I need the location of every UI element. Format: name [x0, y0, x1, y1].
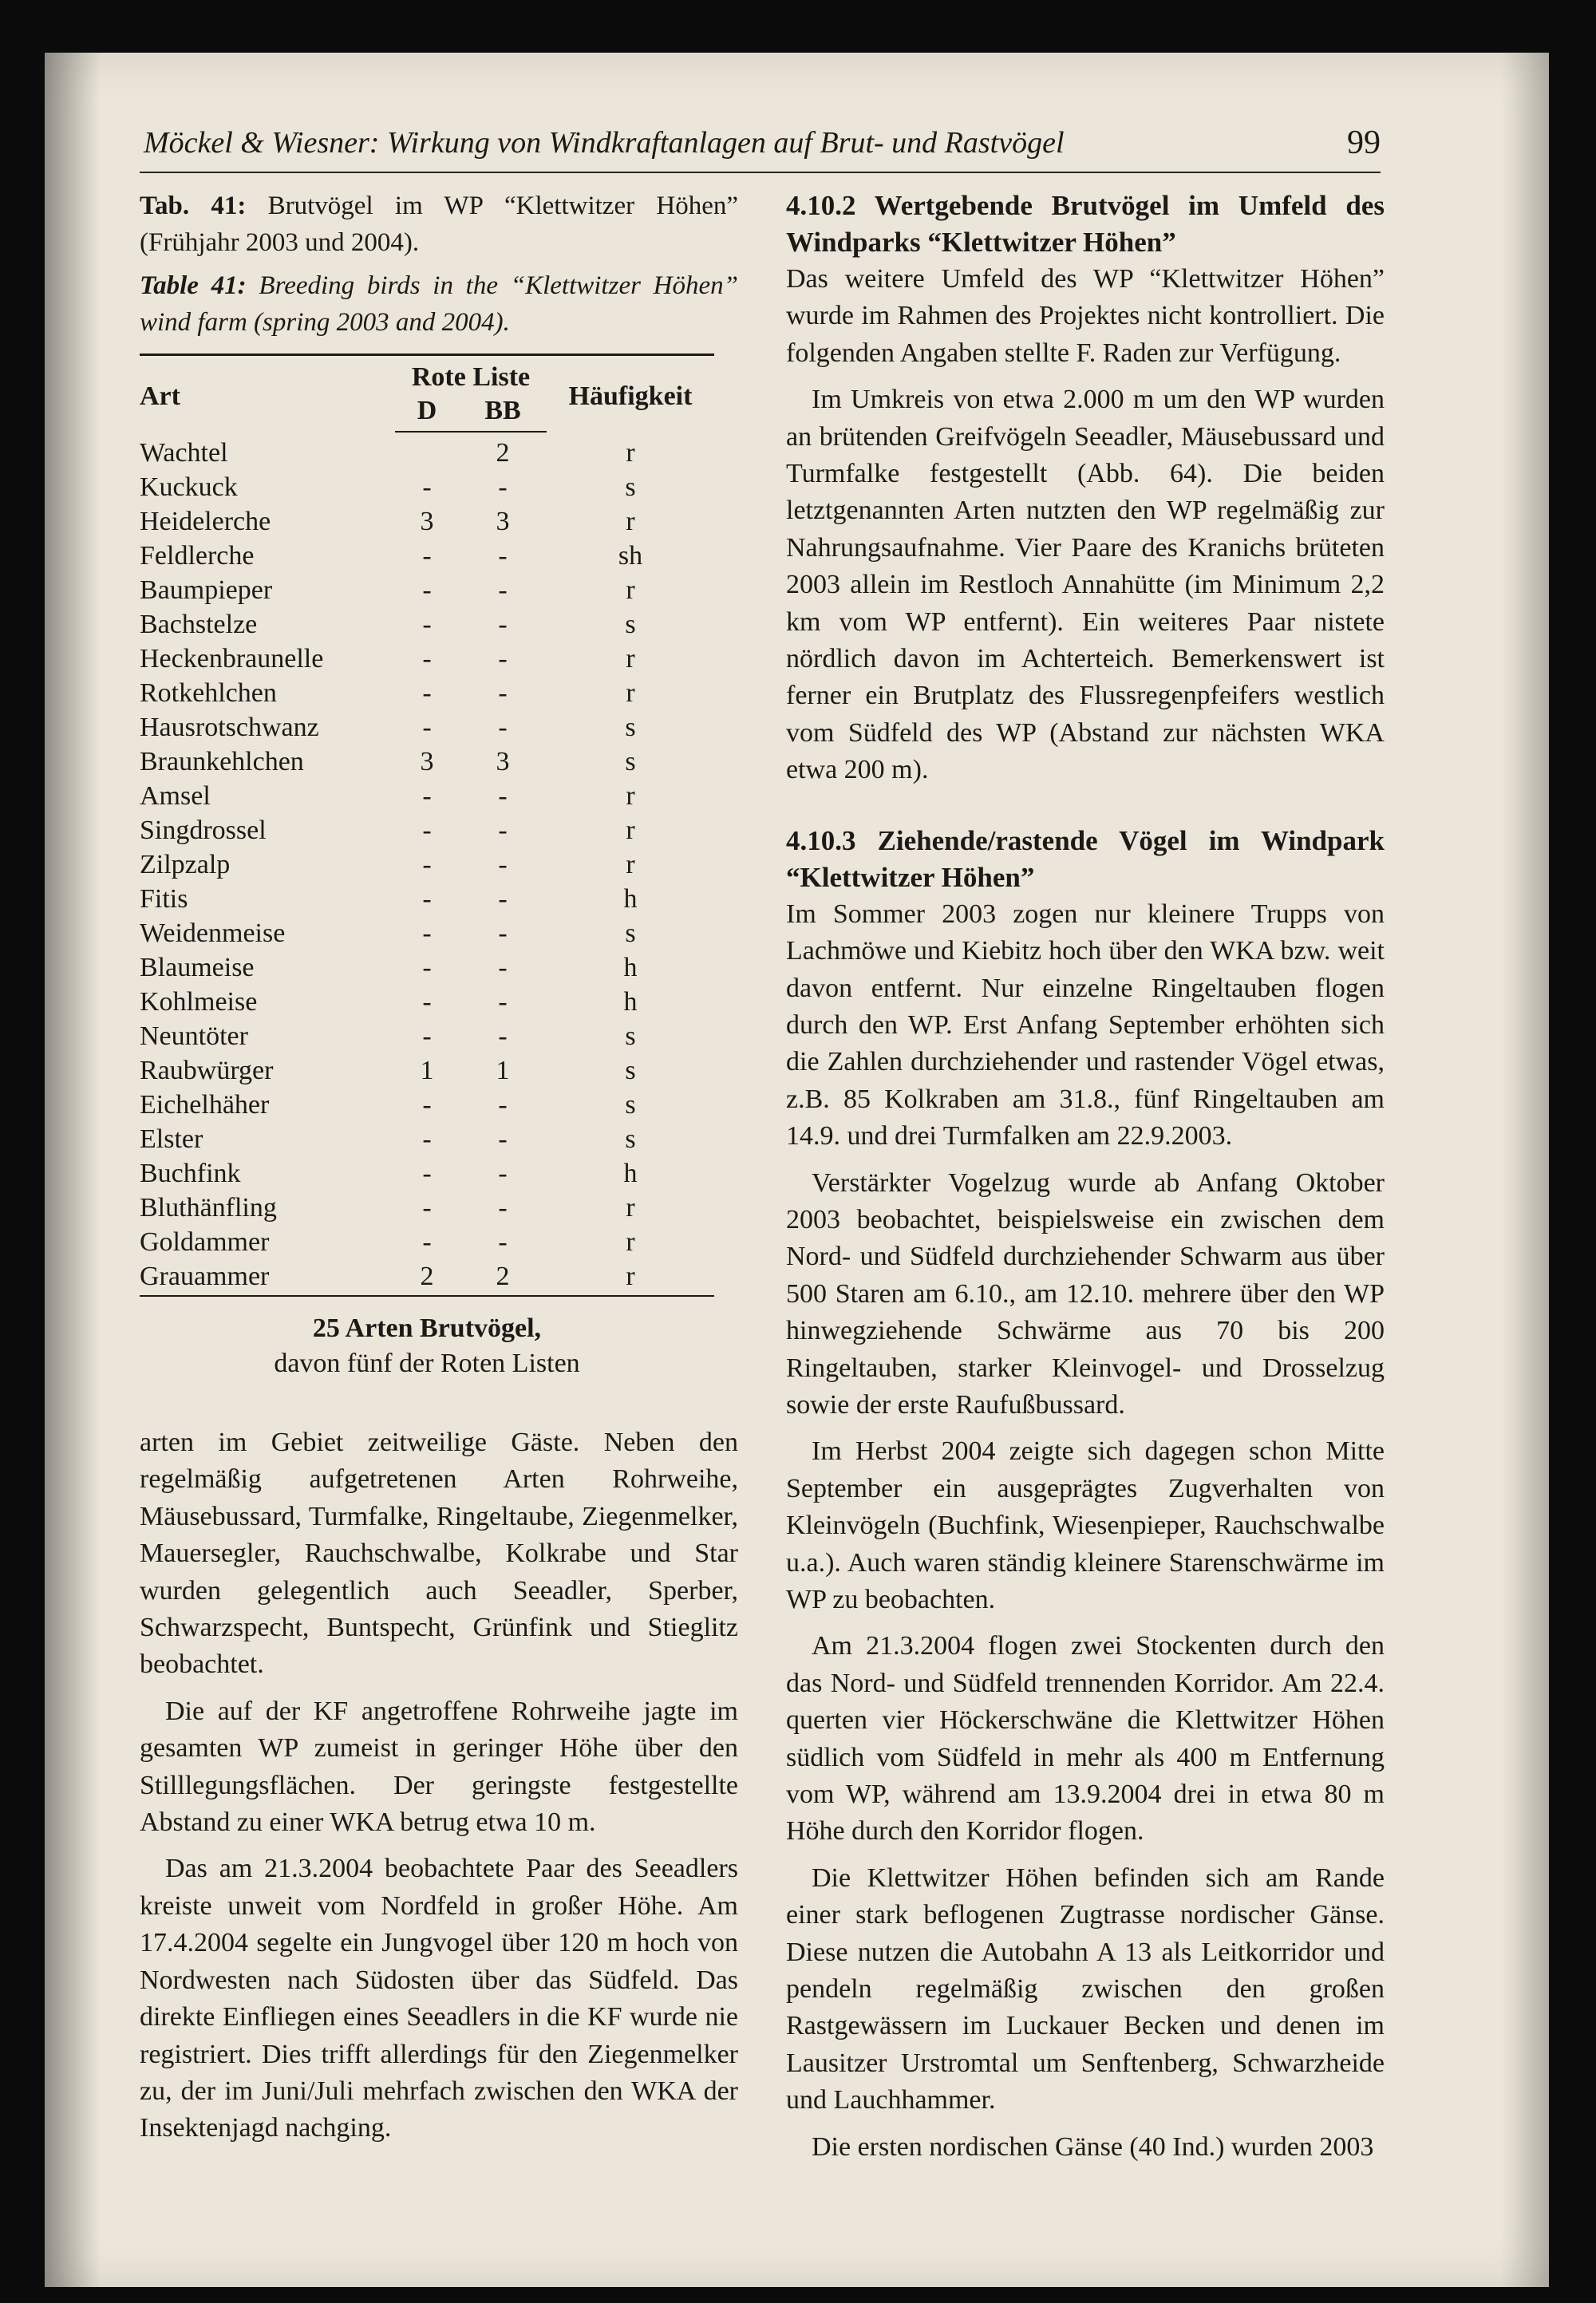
table-row	[140, 813, 714, 847]
cell-haeufigkeit: s	[625, 713, 636, 742]
section-4-10-3	[786, 823, 1385, 2166]
cell-d: -	[422, 541, 432, 571]
cell-bb: -	[498, 610, 508, 639]
col-header-art: Art	[140, 355, 395, 433]
cell-d: -	[422, 850, 432, 879]
section-4-10-3-paragraph-4: Am 21.3.2004 flogen zwei Stockenten durch den das Nord- und Südfeld trennenden Korridor. Am 22.4. querten vier Höckerschwäne die Klettwitzer Höhen südlich vom Südfeld in mehr als 400 m Entfernung vom WP, während am 13.9.2004 drei in etwa 80 m Höhe durch den Korridor flogen.	[786, 1631, 1385, 1847]
cell-haeufigkeit: h	[623, 884, 638, 914]
cell-art: Feldlerche	[140, 541, 255, 571]
col-header-bb: BB	[459, 394, 547, 432]
left-column-table-area	[140, 188, 738, 1381]
cell-haeufigkeit: s	[625, 918, 636, 948]
cell-art: Raubwürger	[140, 1056, 274, 1085]
cell-d: -	[422, 884, 432, 914]
cell-d: -	[422, 713, 432, 742]
left-paragraph-2: Die auf der KF angetroffene Rohrweihe jagte im gesamten WP zumeist in geringer Höhe über den Stilllegungsflächen. Der geringste festgestellte Abstand zu einer WKA betrug etwa 10 m.	[140, 1696, 738, 1838]
left-column-body	[140, 1424, 738, 2147]
cell-art: Baumpieper	[140, 575, 273, 605]
table-row	[140, 676, 714, 710]
table-row	[140, 1088, 714, 1122]
cell-haeufigkeit: r	[626, 1227, 635, 1257]
cell-haeufigkeit: r	[626, 850, 635, 879]
section-4-10-3-paragraph-2: Verstärkter Vogelzug wurde ab Anfang Oktober 2003 beobachtet, beispielsweise ein zwischen dem Nord- und Südfeld durchziehender Schwarm aus über 500 Staren am 6.10., am 12.10. mehrere über den WP hinwegziehende Schwärme aus 70 bis 200 Ringeltauben, starker Kleinvogel- und Drosselzug sowie der erste Raufußbussard.	[786, 1167, 1385, 1420]
cell-d: -	[422, 1090, 432, 1120]
section-4-10-3-paragraph-5: Die Klettwitzer Höhen befinden sich am Rande einer stark beflogenen Zugtrasse nordischer Gänse. Diese nutzen die Autobahn A 13 als Leitkorridor und pendeln regelmäßig zwischen den großen Rastgewässern im Luckauer Becken und denen im Lausitzer Urstromtal um Senftenberg, Schwarzheide und Lauchhammer.	[786, 1863, 1385, 2115]
cell-d: -	[422, 816, 432, 845]
cell-art: Rotkehlchen	[140, 678, 277, 708]
cell-bb: -	[498, 781, 508, 811]
table-row	[140, 779, 714, 813]
cell-art: Buchfink	[140, 1159, 241, 1188]
col-header-d: D	[395, 394, 459, 432]
cell-d: -	[422, 1124, 432, 1154]
cell-d: -	[422, 987, 432, 1017]
cell-d: -	[422, 918, 432, 948]
table-row	[140, 1191, 714, 1225]
cell-d: -	[422, 644, 432, 674]
cell-haeufigkeit: s	[625, 1021, 636, 1051]
table-row	[140, 432, 714, 470]
table-row	[140, 882, 714, 916]
cell-bb: -	[498, 1159, 508, 1188]
table-row	[140, 1225, 714, 1259]
cell-d	[395, 432, 459, 470]
cell-bb: -	[498, 541, 508, 571]
cell-bb: 3	[496, 507, 510, 536]
cell-art: Zilpzalp	[140, 850, 231, 879]
page-edge-shade	[1501, 53, 1549, 2287]
cell-bb: -	[498, 987, 508, 1017]
cell-haeufigkeit: s	[625, 747, 636, 776]
cell-bb: -	[498, 1124, 508, 1154]
cell-bb: -	[498, 1090, 508, 1120]
table-row	[140, 504, 714, 539]
table-caption-de	[140, 188, 738, 261]
cell-haeufigkeit: r	[626, 437, 635, 468]
cell-art: Wachtel	[140, 437, 228, 468]
cell-d: -	[422, 781, 432, 811]
cell-bb: -	[498, 953, 508, 982]
cell-bb: 1	[496, 1056, 510, 1085]
cell-art: Blaumeise	[140, 953, 255, 982]
cell-d: -	[422, 1021, 432, 1051]
cell-art: Weidenmeise	[140, 918, 286, 948]
cell-haeufigkeit: r	[626, 575, 635, 605]
cell-bb: -	[498, 678, 508, 708]
cell-art: Goldammer	[140, 1227, 270, 1257]
cell-haeufigkeit: r	[626, 781, 635, 811]
table-row	[140, 539, 714, 573]
left-paragraph-1: arten im Gebiet zeitweilige Gäste. Neben den regelmäßig aufgetretenen Arten Rohrweihe, Mäusebussard, Turmfalke, Ringeltaube, Ziegenmelker, Mauersegler, Rauchschwalbe, Kolkrabe und Star wurden gelegentlich auch Seeadler, Sperber, Schwarzspecht, Buntspecht, Grünfink und Stieglitz beobachtet.	[140, 1428, 738, 1680]
table-summary	[140, 1311, 714, 1381]
col-header-haeufigkeit: Häufigkeit	[547, 355, 714, 433]
table-row	[140, 745, 714, 779]
table-row	[140, 1156, 714, 1191]
cell-haeufigkeit: s	[625, 610, 636, 639]
cell-haeufigkeit: h	[623, 987, 638, 1017]
summary-line-1: 25 Arten Brutvögel,	[312, 1313, 542, 1343]
cell-haeufigkeit: r	[547, 1259, 714, 1296]
caption-de-text: Brutvögel im WP “Klettwitzer Höhen” (Frühjahr 2003 und 2004).	[140, 192, 738, 257]
table-row	[140, 1053, 714, 1088]
cell-haeufigkeit: r	[626, 644, 635, 674]
cell-d: -	[422, 1193, 432, 1223]
cell-bb: -	[498, 816, 508, 845]
table-row	[140, 1259, 714, 1296]
cell-bb: 2	[496, 438, 510, 468]
cell-haeufigkeit: r	[626, 1193, 635, 1223]
cell-art: Singdrossel	[140, 816, 267, 845]
table-row	[140, 470, 714, 504]
table-row	[140, 573, 714, 607]
cell-haeufigkeit: r	[626, 816, 635, 845]
table-caption-en	[140, 267, 738, 341]
cell-d: -	[422, 472, 432, 502]
cell-haeufigkeit: sh	[618, 541, 643, 571]
page-number: 99	[1347, 124, 1381, 161]
caption-en-label: Table 41:	[140, 271, 247, 300]
table-row	[140, 607, 714, 642]
table-body	[140, 432, 714, 1296]
cell-haeufigkeit: s	[625, 1090, 636, 1120]
cell-haeufigkeit: h	[623, 953, 638, 982]
cell-bb: -	[498, 1227, 508, 1257]
cell-d: -	[422, 575, 432, 605]
table-row	[140, 950, 714, 985]
running-head: Möckel & Wiesner: Wirkung von Windkraftanlagen auf Brut- und Rastvögel	[144, 126, 1065, 160]
cell-haeufigkeit: s	[625, 472, 636, 502]
cell-haeufigkeit: r	[626, 678, 635, 708]
section-4-10-3-paragraph-3: Im Herbst 2004 zeigte sich dagegen schon Mitte September ein ausgeprägtes Zugverhalten von Kleinvögeln (Buchfink, Wiesenpieper, Rauchschwalbe u.a.). Auch waren ständig kleinere Starenschwärme im WP zu beobachten.	[786, 1436, 1385, 1614]
cell-art: Bluthänfling	[140, 1193, 277, 1223]
cell-d: -	[422, 953, 432, 982]
summary-line-2: davon fünf der Roten Listen	[274, 1349, 580, 1378]
cell-art: Elster	[140, 1124, 203, 1154]
cell-bb: -	[498, 850, 508, 879]
cell-bb: -	[498, 575, 508, 605]
section-4-10-3-heading: 4.10.3 Ziehende/rastende Vögel im Windpark “Klettwitzer Höhen”	[786, 824, 1385, 893]
table-row	[140, 1122, 714, 1156]
section-gap	[786, 789, 1385, 823]
cell-bb: -	[498, 1021, 508, 1051]
cell-art: Amsel	[140, 781, 211, 811]
cell-art: Bachstelze	[140, 610, 258, 639]
cell-bb: -	[498, 472, 508, 502]
cell-art: Eichelhäher	[140, 1090, 270, 1120]
cell-bb: -	[498, 644, 508, 674]
caption-en-text: Breeding birds in the “Klettwitzer Höhen” wind farm (spring 2003 and 2004).	[140, 271, 738, 337]
cell-d: -	[422, 610, 432, 639]
cell-art: Kuckuck	[140, 472, 238, 502]
section-4-10-2	[786, 188, 1385, 789]
cell-d: 3	[420, 747, 434, 776]
table-row	[140, 1019, 714, 1053]
table-wrapper	[140, 354, 738, 1297]
cell-d: -	[422, 1159, 432, 1188]
breeding-birds-table	[140, 354, 714, 1297]
cell-haeufigkeit: s	[625, 1056, 636, 1085]
cell-art: Heckenbraunelle	[140, 644, 324, 674]
section-4-10-3-paragraph-1: Im Sommer 2003 zogen nur kleinere Trupps von Lachmöwe und Kiebitz hoch über den WKA bzw. weit davon entfernt. Nur einzelne Ringeltauben flogen durch den WP. Erst Anfang September erhöhten sich die Zahlen durchziehender und rastender Vögel etwas, z.B. 85 Kolkraben am 31.8., fünf Ringeltauben am 14.9. und drei Turmfalken am 22.9.2003.	[786, 899, 1385, 1152]
cell-d: 1	[420, 1056, 434, 1085]
cell-d: 3	[420, 507, 434, 536]
section-4-10-3-paragraph-6: Die ersten nordischen Gänse (40 Ind.) wurden 2003	[812, 2131, 1374, 2162]
spine-shadow	[45, 53, 101, 2287]
section-4-10-2-paragraph-2: Im Umkreis von etwa 2.000 m um den WP wurden an brütenden Greifvögeln Seeadler, Mäusebussard und Turmfalke festgestellt (Abb. 64). Die beiden letztgenannten Arten nutzten den WP regelmäßig zur Nahrungsaufnahme. Vier Paare des Kranichs brüteten 2003 allein im Restloch Annahütte (im Minimum 2,2 km vom WP entfernt). Ein weiteres Paar nistete nördlich davon im Achterteich. Bemerkenswert ist ferner ein Brutplatz des Flussregenpfeifers westlich vom Südfeld des WP (Abstand zur nächsten WKA etwa 200 m).	[786, 385, 1385, 785]
cell-art: Fitis	[140, 884, 188, 914]
cell-haeufigkeit: s	[625, 1124, 636, 1154]
cell-art: Hausrotschwanz	[140, 713, 319, 742]
cell-bb: -	[498, 884, 508, 914]
cell-art: Kohlmeise	[140, 987, 258, 1017]
cell-d: -	[422, 678, 432, 708]
section-4-10-2-paragraph-1: Das weitere Umfeld des WP “Klettwitzer Höhen” wurde im Rahmen des Projektes nicht kontrolliert. Die folgenden Angaben stellte F. Raden zur Verfügung.	[786, 264, 1385, 368]
table-row	[140, 847, 714, 882]
cell-d: -	[422, 1227, 432, 1257]
table-row	[140, 985, 714, 1019]
table-row	[140, 916, 714, 950]
cell-art: Braunkehlchen	[140, 747, 304, 776]
cell-bb: -	[498, 713, 508, 742]
col-header-rote-liste: Rote Liste	[395, 355, 547, 395]
cell-art: Heidelerche	[140, 507, 271, 536]
caption-de-label: Tab. 41:	[140, 192, 247, 220]
cell-bb: -	[498, 1193, 508, 1223]
table-row	[140, 710, 714, 745]
cell-haeufigkeit: h	[623, 1159, 638, 1188]
cell-d: 2	[395, 1259, 459, 1296]
cell-art: Neuntöter	[140, 1021, 248, 1051]
left-paragraph-3: Das am 21.3.2004 beobachtete Paar des Seeadlers kreiste unweit vom Nordfeld in großer Höhe. Am 17.4.2004 segelte ein Jungvogel über 120 m hoch von Nordwesten nach Südosten über das Südfeld. Das direkte Einfliegen eines Seeadlers in die KF wurde nie registriert. Dies trifft allerdings für den Ziegenmelker zu, der im Juni/Juli mehrfach zwischen den WKA der Insektenjagd nachging.	[140, 1854, 738, 2143]
cell-bb: -	[498, 918, 508, 948]
cell-bb: 2	[459, 1259, 547, 1296]
cell-bb: 3	[496, 747, 510, 776]
cell-haeufigkeit: r	[626, 507, 635, 536]
section-4-10-2-heading: 4.10.2 Wertgebende Brutvögel im Umfeld des Windparks “Klettwitzer Höhen”	[786, 190, 1385, 258]
header-rule	[140, 172, 1381, 173]
table-row	[140, 642, 714, 676]
cell-art: Grauammer	[140, 1259, 395, 1296]
right-column	[786, 188, 1385, 2166]
